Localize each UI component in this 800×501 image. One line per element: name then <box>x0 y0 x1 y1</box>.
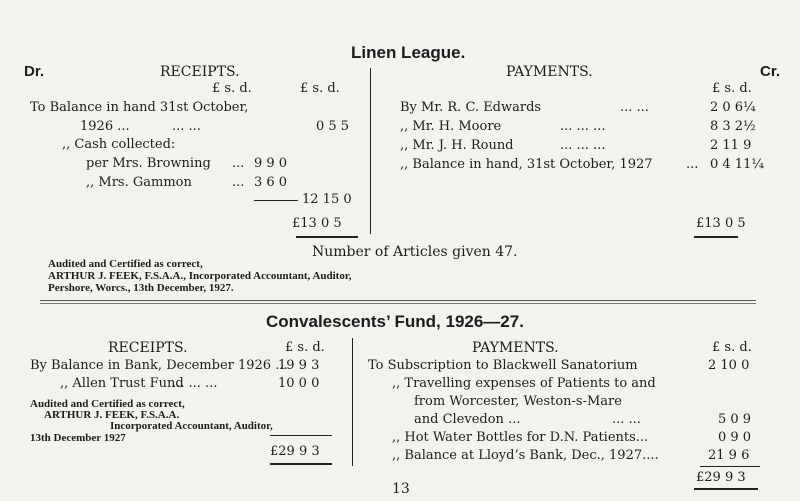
linen-rec-line5-dots: ... <box>232 175 245 190</box>
conv-pay-total: £29 9 3 <box>696 470 746 485</box>
linen-pay-line1-label: By Mr. R. C. Edwards <box>400 100 542 115</box>
linen-audit-line3: Pershore, Worcs., 13th December, 1927. <box>48 282 234 294</box>
linen-pay-line1-dots: ... ... <box>620 100 649 115</box>
conv-title: Convalescents’ Fund, 1926—27. <box>266 312 524 331</box>
conv-rec-currency: £ s. d. <box>285 340 325 355</box>
conv-pay-line4-amount: 21 9 6 <box>708 448 750 463</box>
conv-audit-line2: ARTHUR J. FEEK, F.S.A.A. <box>44 409 180 421</box>
linen-pay-line2-amount: 8 3 2½ <box>710 119 756 134</box>
linen-rec-line4-amount: 9 9 0 <box>254 156 288 171</box>
linen-pay-currency: £ s. d. <box>712 81 752 96</box>
conv-audit-line4: 13th December 1927 <box>30 432 126 444</box>
conv-pay-line2b: from Worcester, Weston-s-Mare <box>414 394 622 409</box>
linen-audit-line2: ARTHUR J. FEEK, F.S.A.A., Incorporated Accountant, Auditor, <box>48 270 352 282</box>
linen-rec-line5-amount: 3 6 0 <box>254 175 288 190</box>
linen-rec-line2-label: 1926 ... <box>80 119 130 134</box>
conv-rec-line2-label: ,, Allen Trust Fund <box>60 376 184 391</box>
linen-pay-line1-amount: 2 0 6¼ <box>710 100 756 115</box>
conv-audit-line1: Audited and Certified as correct, <box>30 398 185 410</box>
conv-pay-line2-dots: ... ... <box>612 412 641 427</box>
linen-payments-heading: PAYMENTS. <box>506 64 593 80</box>
linen-rec-total-rule <box>296 236 358 238</box>
conv-pay-total-rule <box>694 488 758 490</box>
linen-title: Linen League. <box>351 43 466 62</box>
conv-pay-line2-amount: 5 0 9 <box>718 412 752 427</box>
linen-pay-line4-dots: ... <box>686 157 699 172</box>
conv-pay-line2a: ,, Travelling expenses of Patients to and <box>392 376 656 391</box>
conv-payments-heading: PAYMENTS. <box>472 340 559 356</box>
conv-rec-subtotal-rule <box>270 435 332 436</box>
linen-pay-line3-dots: ... ... ... <box>560 138 606 153</box>
linen-column-divider <box>370 68 371 234</box>
linen-rec-line2-dots: ... ... <box>172 119 201 134</box>
linen-pay-line4-amount: 0 4 11¼ <box>710 157 764 172</box>
conv-rec-total-rule <box>270 463 332 465</box>
linen-rec-total: £13 0 5 <box>292 216 342 231</box>
linen-pay-line4-label: ,, Balance in hand, 31st October, 1927 <box>400 157 653 172</box>
linen-pay-total: £13 0 5 <box>696 216 746 231</box>
linen-pay-line3-amount: 2 11 9 <box>710 138 752 153</box>
section-separator-top <box>40 300 756 301</box>
section-separator-bottom <box>40 303 756 304</box>
linen-rec-line4-label: per Mrs. Browning <box>86 156 211 171</box>
conv-pay-line3-label: ,, Hot Water Bottles for D.N. Patients... <box>392 430 649 445</box>
conv-rec-line2-dots: ... ... ... <box>172 376 218 391</box>
linen-subtotal-rule <box>254 200 298 201</box>
linen-pay-line2-dots: ... ... ... <box>560 119 606 134</box>
conv-receipts-heading: RECEIPTS. <box>108 340 188 356</box>
linen-rec-currency-1: £ s. d. <box>212 81 252 96</box>
linen-pay-line3-label: ,, Mr. J. H. Round <box>400 138 514 153</box>
linen-pay-line2-label: ,, Mr. H. Moore <box>400 119 502 134</box>
linen-receipts-heading: RECEIPTS. <box>160 64 240 80</box>
linen-rec-line1: To Balance in hand 31st October, <box>30 100 249 115</box>
dr-label: Dr. <box>24 63 45 80</box>
conv-rec-line2-amount: 10 0 0 <box>278 376 320 391</box>
conv-rec-total: £29 9 3 <box>270 444 320 459</box>
conv-pay-line4-label: ,, Balance at Lloyd’s Bank, Dec., 1927.... <box>392 448 659 463</box>
conv-pay-line1-amount: 2 10 0 <box>708 358 750 373</box>
linen-rec-line2-amount: 0 5 5 <box>316 119 350 134</box>
conv-pay-line3-amount: 0 9 0 <box>718 430 752 445</box>
conv-pay-subtotal-rule <box>700 466 760 467</box>
conv-rec-line1-amount: 19 9 3 <box>278 358 320 373</box>
linen-rec-line5-label: ,, Mrs. Gammon <box>86 175 192 190</box>
conv-pay-currency: £ s. d. <box>712 340 752 355</box>
cr-label: Cr. <box>760 63 781 80</box>
linen-pay-total-rule <box>694 236 738 238</box>
linen-rec-subtotal: 12 15 0 <box>302 192 352 207</box>
linen-audit-line1: Audited and Certified as correct, <box>48 258 203 270</box>
conv-pay-line2c: and Clevedon ... <box>414 412 521 427</box>
linen-rec-line4-dots: ... <box>232 156 245 171</box>
linen-rec-currency-2: £ s. d. <box>300 81 340 96</box>
conv-column-divider <box>352 338 353 466</box>
page-number: 13 <box>392 481 410 497</box>
linen-articles: Number of Articles given 47. <box>312 244 518 260</box>
conv-audit-line3: Incorporated Accountant, Auditor, <box>110 420 273 432</box>
linen-rec-line3: ,, Cash collected: <box>62 137 176 152</box>
conv-rec-line1-label: By Balance in Bank, December 1926 ... <box>30 358 288 373</box>
conv-pay-line1-label: To Subscription to Blackwell Sanatorium <box>368 358 638 373</box>
